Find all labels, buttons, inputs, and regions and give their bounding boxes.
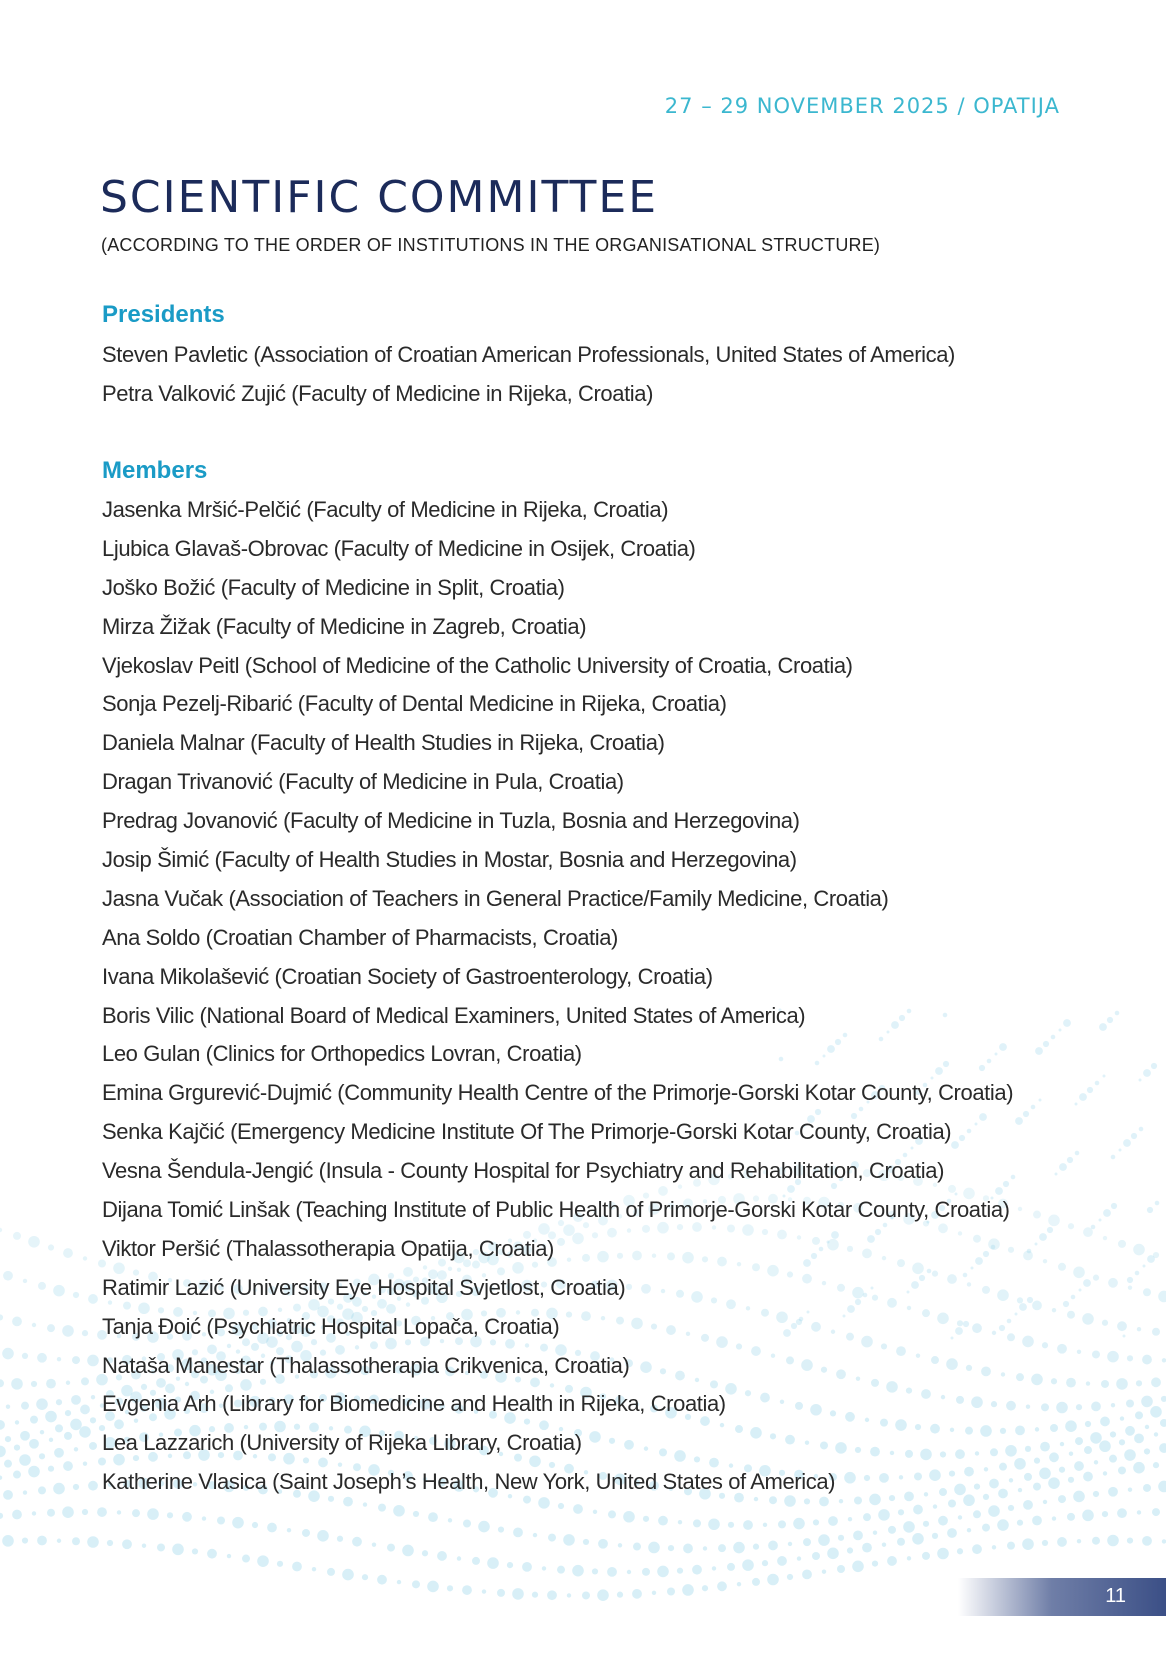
list-item: Steven Pavletic (Association of Croatian American Professionals, United States of America) — [102, 342, 955, 367]
list-item: Boris Vilic (National Board of Medical Examiners, United States of America) — [102, 1002, 806, 1028]
list-item: Joško Božić (Faculty of Medicine in Split, Croatia) — [102, 574, 565, 600]
list-item: Sonja Pezelj-Ribarić (Faculty of Dental Medicine in Rijeka, Croatia) — [102, 691, 727, 717]
list-item: Josip Šimić (Faculty of Health Studies in Mostar, Bosnia and Herzegovina) — [102, 847, 797, 873]
list-item: Jasna Vučak (Association of Teachers in General Practice/Family Medicine, Croatia) — [102, 885, 889, 911]
members-list — [102, 491, 1013, 1502]
presidents-heading: Presidents — [102, 301, 225, 328]
list-item: Evgenia Arh (Library for Biomedicine and Health in Rijeka, Croatia) — [102, 1391, 726, 1417]
page-title: SCIENTIFIC COMMITTEE — [100, 172, 659, 223]
list-item: Dragan Trivanović (Faculty of Medicine in Pula, Croatia) — [102, 769, 624, 795]
list-item: Mirza Žižak (Faculty of Medicine in Zagreb, Croatia) — [102, 613, 587, 639]
page-number-tab — [958, 1578, 1166, 1616]
event-date-header: 27 – 29 NOVEMBER 2025 / OPATIJA — [664, 94, 1060, 118]
list-item: Vjekoslav Peitl (School of Medicine of the Catholic University of Croatia, Croatia) — [102, 652, 853, 678]
list-item: Predrag Jovanović (Faculty of Medicine in Tuzla, Bosnia and Herzegovina) — [102, 808, 800, 834]
list-item: Tanja Đoić (Psychiatric Hospital Lopača, Croatia) — [102, 1313, 560, 1339]
list-item: Dijana Tomić Linšak (Teaching Institute of Public Health of Primorje-Gorski Kotar County, Croatia) — [102, 1197, 1010, 1223]
list-item: Nataša Manestar (Thalassotherapia Crikvenica, Croatia) — [102, 1352, 630, 1378]
list-item: Ana Soldo (Croatian Chamber of Pharmacists, Croatia) — [102, 924, 618, 950]
list-item: Jasenka Mršić-Pelčić (Faculty of Medicine in Rijeka, Croatia) — [102, 497, 669, 522]
members-heading: Members — [102, 457, 208, 484]
list-item: Daniela Malnar (Faculty of Health Studies in Rijeka, Croatia) — [102, 730, 665, 756]
page-number: 11 — [1105, 1585, 1126, 1607]
list-item: Emina Grgurević-Dujmić (Community Health Centre of the Primorje-Gorski Kotar County, Croatia) — [102, 1080, 1014, 1106]
list-item: Lea Lazzarich (University of Rijeka Library, Croatia) — [102, 1430, 582, 1456]
list-item: Ivana Mikolašević (Croatian Society of Gastroenterology, Croatia) — [102, 963, 713, 989]
list-item: Petra Valković Zujić (Faculty of Medicine in Rijeka, Croatia) — [102, 381, 654, 406]
list-item: Senka Kajčić (Emergency Medicine Institute Of The Primorje-Gorski Kotar County, Croatia) — [102, 1119, 952, 1145]
list-item: Vesna Šendula-Jengić (Insula - County Hospital for Psychiatry and Rehabilitation, Croatia) — [102, 1158, 945, 1184]
presidents-list — [102, 335, 955, 413]
list-item: Katherine Vlasica (Saint Joseph’s Health, New York, United States of America) — [102, 1469, 836, 1495]
page-subtitle: (ACCORDING TO THE ORDER OF INSTITUTIONS IN THE ORGANISATIONAL STRUCTURE) — [101, 235, 881, 255]
list-item: Ratimir Lazić (University Eye Hospital Svjetlost, Croatia) — [102, 1274, 626, 1300]
list-item: Leo Gulan (Clinics for Orthopedics Lovran, Croatia) — [102, 1041, 582, 1067]
list-item: Viktor Peršić (Thalassotherapia Opatija, Croatia) — [102, 1235, 554, 1261]
list-item: Ljubica Glavaš-Obrovac (Faculty of Medicine in Osijek, Croatia) — [102, 535, 696, 561]
